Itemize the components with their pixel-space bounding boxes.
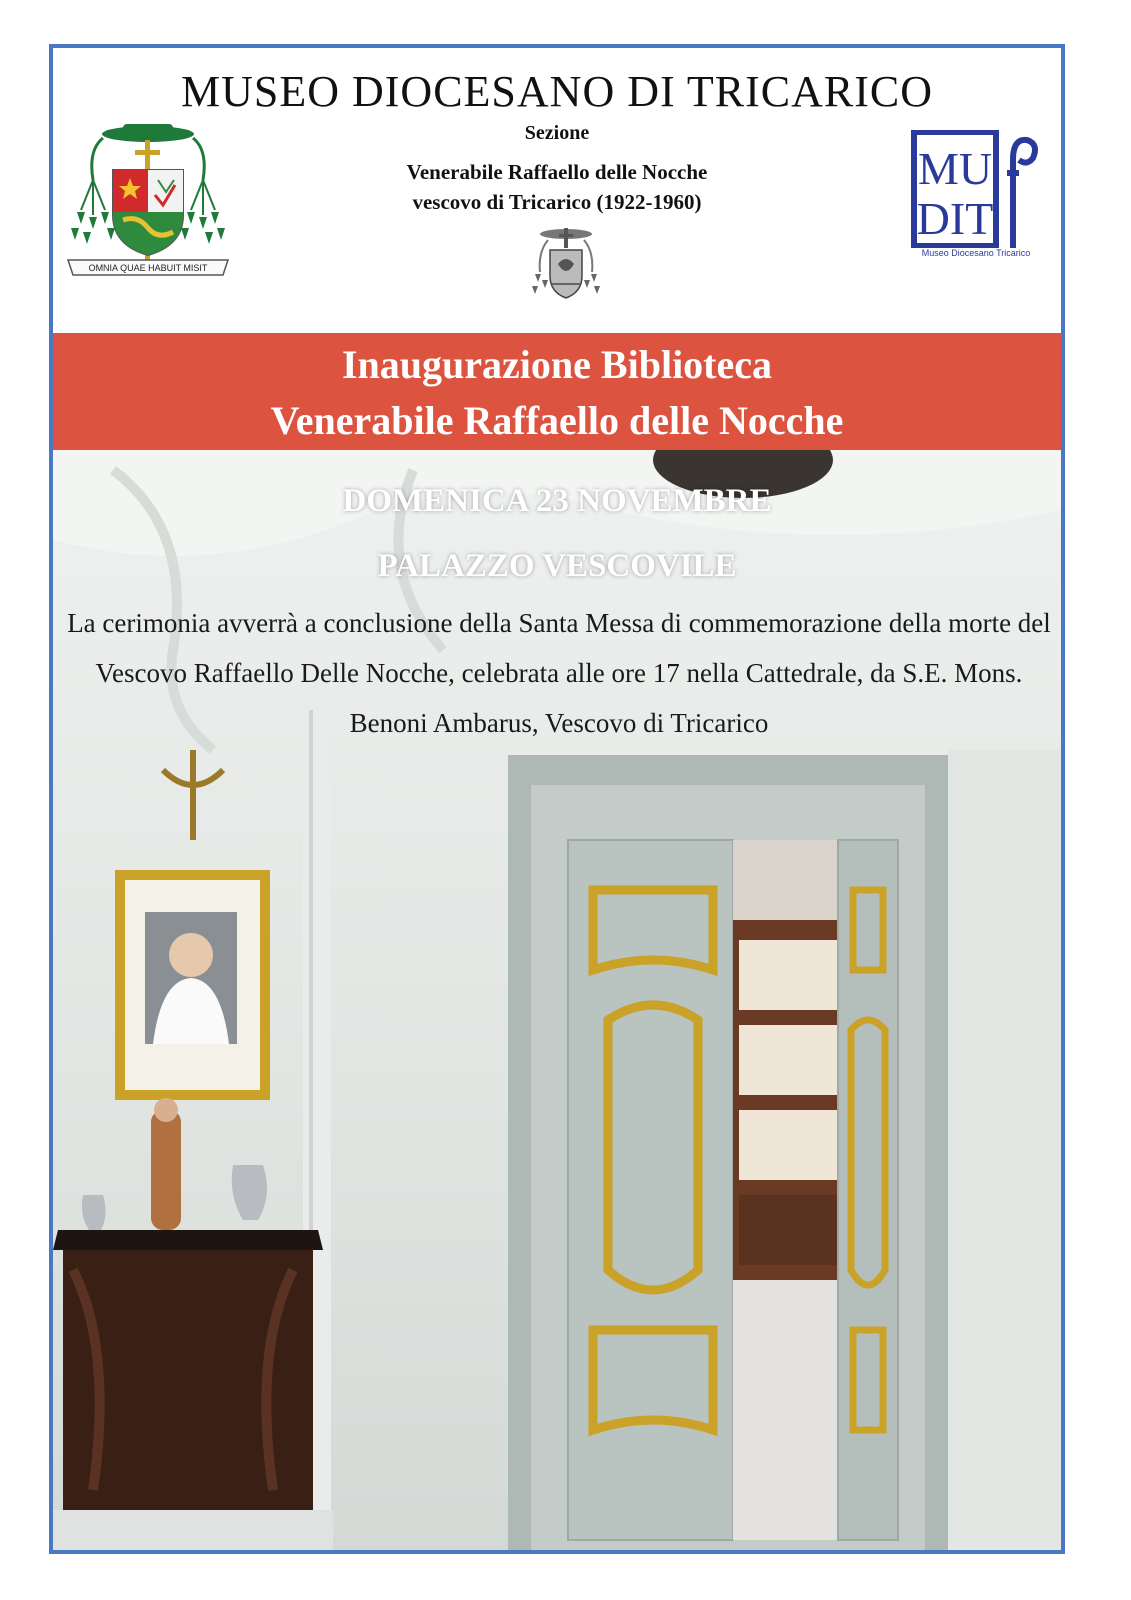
svg-text:MU: MU <box>917 143 993 194</box>
banner-title-line2: Venerabile Raffaello delle Nocche <box>270 398 844 443</box>
poster-frame <box>49 44 1065 1554</box>
museum-title: MUSEO DIOCESANO DI TRICARICO <box>180 67 933 116</box>
poster-header <box>53 48 1061 338</box>
svg-text:DIT: DIT <box>916 193 994 244</box>
event-place: PALAZZO VESCOVILE <box>377 548 737 584</box>
section-dates: vescovo di Tricarico (1922-1960) <box>412 190 702 214</box>
coat-of-arms-icon <box>63 120 233 290</box>
bishop-crest-icon <box>526 224 606 310</box>
section-label: Sezione <box>524 122 590 144</box>
svg-text:OMNIA QUAE HABUIT MISIT: OMNIA QUAE HABUIT MISIT <box>88 263 208 273</box>
title-banner <box>53 333 1061 450</box>
mudit-logo-icon <box>911 130 1041 260</box>
logo-caption: Museo Diocesano Tricarico <box>921 248 1031 258</box>
event-date: DOMENICA 23 NOVEMBRE <box>342 483 772 519</box>
event-description: La cerimonia avverrà a conclusione della Santa Messa di commemorazione della morte del Vescovo Raffaello Delle Nocche, celebrata alle ore 17 nella Cattedrale, da S.E. Mons. Benoni Ambarus, Vescovo di Tricarico <box>67 608 1051 738</box>
interior-photo <box>53 450 1061 1550</box>
banner-title-line1: Inaugurazione Biblioteca <box>341 342 773 387</box>
section-name: Venerabile Raffaello delle Nocche <box>406 160 708 184</box>
